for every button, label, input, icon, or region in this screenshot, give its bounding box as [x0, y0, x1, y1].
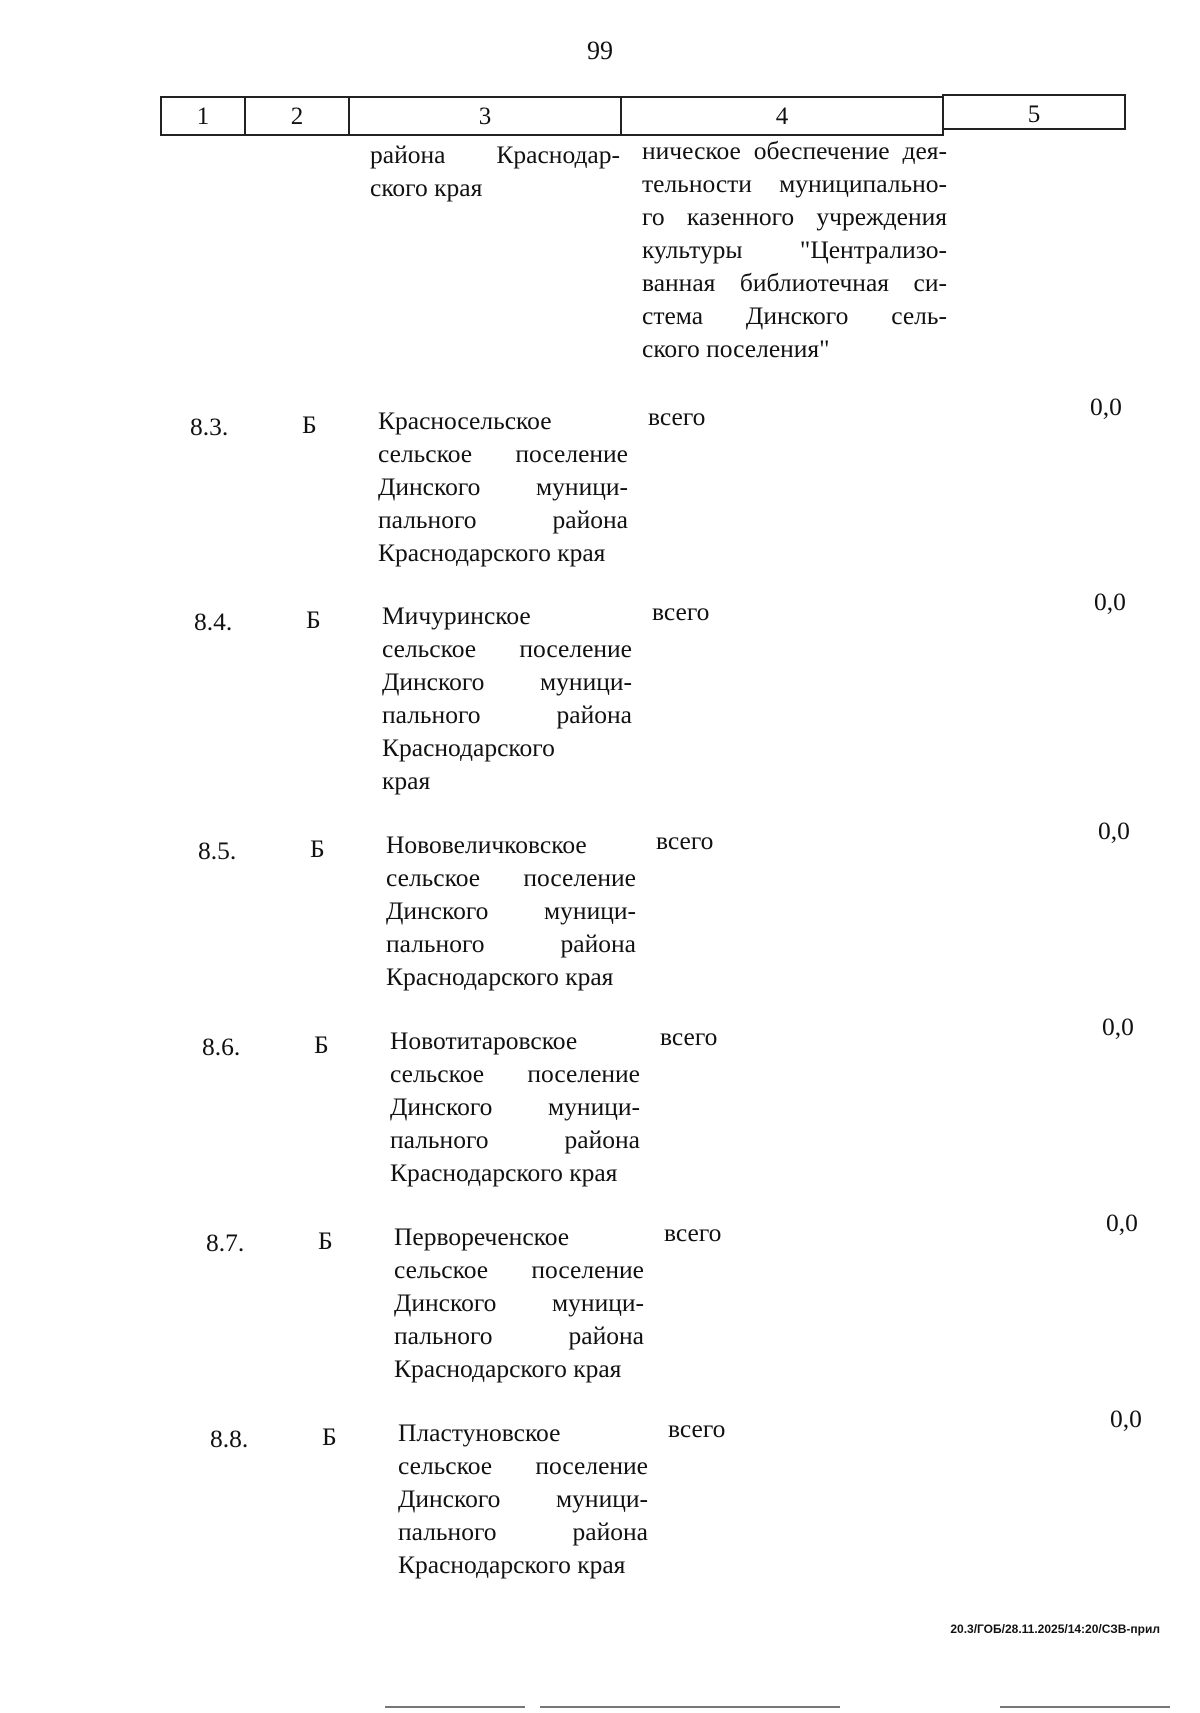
row-name-line: Красносельское — [378, 406, 552, 435]
scan-artifact — [1000, 1706, 1170, 1708]
row-name-line: пального района — [390, 1125, 640, 1154]
header-col-1: 1 — [160, 96, 246, 136]
row-value: 0,0 — [1090, 392, 1122, 421]
row-value: 0,0 — [1102, 1012, 1134, 1041]
row-name — [394, 1220, 644, 1385]
row-name — [378, 404, 628, 569]
row-number: 8.6. — [202, 1032, 241, 1061]
row-name-line: Динского муници- — [390, 1092, 640, 1121]
row-number: 8.8. — [210, 1424, 249, 1453]
row-number: 8.4. — [194, 607, 233, 636]
row-type: всего — [660, 1022, 718, 1051]
continuation-col3: района Краснодар- ского края — [370, 140, 620, 202]
row-name-line: Нововеличковское — [386, 830, 587, 859]
row-name-line: Динского муници- — [398, 1484, 648, 1513]
row-name-line: Краснодарского края — [378, 538, 606, 567]
row-type: всего — [648, 402, 706, 431]
document-code: 20.3/ГОБ/28.11.2025/14:20/СЗВ-прил — [950, 1622, 1160, 1636]
row-name-line: края — [382, 766, 431, 795]
row-name-line: пального района — [378, 505, 628, 534]
row-name-line: сельское поселение — [382, 634, 632, 663]
row-name-line: Динского муници- — [378, 472, 628, 501]
header-col-4: 4 — [620, 96, 944, 136]
row-type: всего — [664, 1218, 722, 1247]
header-col-2: 2 — [244, 96, 350, 136]
row-name-line: сельское поселение — [394, 1255, 644, 1284]
row-name-line: сельское поселение — [390, 1059, 640, 1088]
scan-artifact — [540, 1706, 840, 1708]
row-name-line: Мичуринское — [382, 601, 531, 630]
row-name-line: пального района — [394, 1321, 644, 1350]
row-code: Б — [310, 834, 325, 863]
row-name-line: пального района — [382, 700, 632, 729]
row-name-line: сельское поселение — [378, 439, 628, 468]
header-col-3: 3 — [348, 96, 622, 136]
row-name-line: Новотитаровское — [390, 1026, 578, 1055]
row-value: 0,0 — [1110, 1404, 1142, 1433]
row-name-line: Первореченское — [394, 1222, 570, 1251]
row-value: 0,0 — [1094, 587, 1126, 616]
row-name-line: Динского муници- — [386, 896, 636, 925]
row-code: Б — [302, 410, 317, 439]
row-name — [398, 1416, 648, 1581]
row-code: Б — [318, 1226, 333, 1255]
scan-artifact — [385, 1706, 525, 1708]
row-code: Б — [314, 1030, 329, 1059]
row-name — [386, 828, 636, 993]
row-name-line: Динского муници- — [382, 667, 632, 696]
row-name-line: Краснодарского края — [386, 962, 614, 991]
row-number: 8.5. — [198, 836, 237, 865]
row-name-line: сельское поселение — [386, 863, 636, 892]
continuation-col4: ническое обеспечение дея- тельности муниципально- го казенного учреждения культуры "Централизо- ванная библиотечная си- стема Динского сель- ского поселения" — [642, 136, 947, 363]
row-type: всего — [668, 1414, 726, 1443]
header-col-5: 5 — [942, 94, 1126, 130]
row-name-line: пального района — [398, 1517, 648, 1546]
row-number: 8.7. — [206, 1228, 245, 1257]
row-name-line: пального района — [386, 929, 636, 958]
row-value: 0,0 — [1106, 1208, 1138, 1237]
row-name-line: Динского муници- — [394, 1288, 644, 1317]
row-name-line: Краснодарского края — [394, 1354, 622, 1383]
row-type: всего — [656, 826, 714, 855]
row-type: всего — [652, 597, 710, 626]
row-value: 0,0 — [1098, 816, 1130, 845]
row-name-line: Краснодарского края — [390, 1158, 618, 1187]
row-code: Б — [306, 605, 321, 634]
row-name — [390, 1024, 640, 1189]
row-name-line: Краснодарского края — [398, 1550, 626, 1579]
row-name — [382, 599, 632, 797]
row-name-line: сельское поселение — [398, 1451, 648, 1480]
row-name-line: Пластуновское — [398, 1418, 561, 1447]
row-code: Б — [322, 1422, 337, 1451]
page-number: 99 — [587, 36, 613, 65]
row-number: 8.3. — [190, 412, 229, 441]
row-name-line: Краснодарского — [382, 733, 555, 762]
